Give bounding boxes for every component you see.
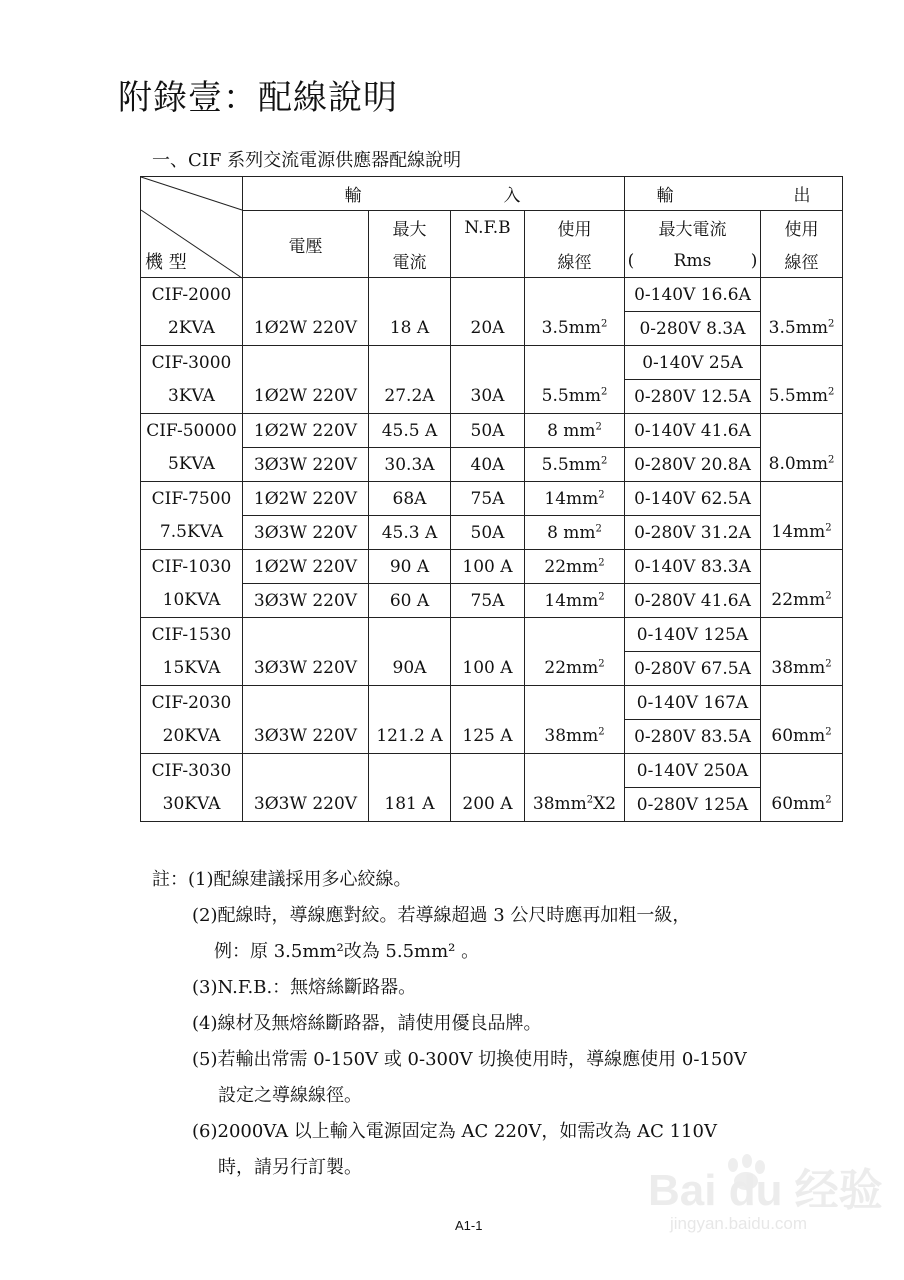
- input-wire-size-sup: 2: [600, 318, 608, 330]
- output-wire-size-empty: [761, 686, 843, 720]
- output-wire-size: $60mm^2$: [761, 720, 843, 754]
- output-wire-size-empty: [761, 346, 843, 380]
- input-wire-size: $38mm^2$: [525, 720, 625, 754]
- table-row: [141, 312, 843, 346]
- col-out-current-header-1: 最大電流: [625, 211, 761, 245]
- input-voltage: 3Ø3W 220V: [243, 584, 369, 618]
- input-nfb: 50A: [451, 516, 525, 550]
- input-header-char-1: 輸: [344, 186, 364, 206]
- model-name: CIF-3000: [141, 346, 243, 380]
- input-wire-size-sup: 2: [586, 794, 594, 806]
- note-2-example: 例：原 3.5mm²改為 5.5mm² 。: [214, 941, 480, 962]
- col-wire-out-header-1: 使用: [761, 211, 843, 245]
- input-voltage-empty: [243, 754, 369, 788]
- model-name: CIF-2000: [141, 278, 243, 312]
- output-wire-size-empty: [761, 278, 843, 312]
- table-row: [141, 482, 843, 516]
- table-row: [141, 652, 843, 686]
- output-max-current: 0-280V 83.5A: [625, 720, 761, 754]
- notes: [152, 862, 747, 1186]
- model-kva: 5KVA: [141, 448, 243, 482]
- input-nfb-empty: [451, 278, 525, 312]
- output-wire-size-sup: 2: [825, 794, 832, 806]
- input-voltage: 1Ø2W 220V: [243, 414, 369, 448]
- corner-cell: [141, 177, 243, 278]
- output-max-current: 0-140V 62.5A: [625, 482, 761, 516]
- input-nfb-empty: [451, 346, 525, 380]
- note-3: (3)N.F.B.：無熔絲斷路器。: [192, 977, 417, 998]
- model-kva: 3KVA: [141, 380, 243, 414]
- col-voltage-header: 電壓: [243, 211, 369, 278]
- output-wire-size-empty: [761, 482, 843, 516]
- input-max-current: 27.2A: [369, 380, 451, 414]
- output-wire-size-empty: [761, 618, 843, 652]
- input-max-current: 45.3 A: [369, 516, 451, 550]
- note-1: 註：(1)配線建議採用多心絞線。: [152, 869, 412, 890]
- output-max-current: 0-280V 8.3A: [625, 312, 761, 346]
- output-wire-size: $8.0mm^2$: [761, 448, 843, 482]
- input-wire-size-sup: 2: [598, 556, 605, 568]
- table-row: [141, 448, 843, 482]
- input-max-current-empty: [369, 686, 451, 720]
- model-kva: 2KVA: [141, 312, 243, 346]
- col-max-current-header-1: 最大: [369, 211, 451, 245]
- note-5: (5)若輸出常需 0-150V 或 0-300V 切換使用時，導線應使用 0-150V: [192, 1049, 747, 1070]
- input-wire-size-empty: [525, 754, 625, 788]
- input-nfb: 125 A: [451, 720, 525, 754]
- output-max-current: 0-280V 67.5A: [625, 652, 761, 686]
- input-wire-size: $3.5mm^2$: [525, 312, 625, 346]
- note-5-cont: 設定之導線線徑。: [218, 1085, 362, 1106]
- table-row: [141, 346, 843, 380]
- output-max-current: 0-280V 20.8A: [625, 448, 761, 482]
- input-nfb: 20A: [451, 312, 525, 346]
- rms-paren-open: (: [627, 250, 635, 271]
- input-header: [243, 177, 625, 211]
- output-max-current: 0-140V 83.3A: [625, 550, 761, 584]
- note-4: (4)線材及無熔絲斷路器，請使用優良品牌。: [192, 1013, 542, 1034]
- input-nfb: 75A: [451, 482, 525, 516]
- input-nfb: 50A: [451, 414, 525, 448]
- input-wire-size: $5.5mm^2$: [525, 448, 625, 482]
- input-wire-size-empty: [525, 686, 625, 720]
- table-row: [141, 618, 843, 652]
- input-wire-size: $5.5mm^2$: [525, 380, 625, 414]
- wiring-table: [140, 176, 843, 822]
- input-nfb: 40A: [451, 448, 525, 482]
- input-voltage-empty: [243, 686, 369, 720]
- output-wire-size: $38mm^2$: [761, 652, 843, 686]
- watermark-brand: Bai du 经验: [648, 1166, 883, 1215]
- table-row: [141, 550, 843, 584]
- col-out-current-header-2: [625, 244, 761, 278]
- output-wire-size-empty: [761, 414, 843, 448]
- output-max-current: 0-280V 125A: [625, 788, 761, 822]
- input-voltage: 3Ø3W 220V: [243, 652, 369, 686]
- input-wire-size-empty: [525, 618, 625, 652]
- input-nfb-empty: [451, 618, 525, 652]
- col-nfb-header-2: [451, 244, 525, 278]
- output-header-char-1: 輸: [656, 186, 674, 206]
- table-row: [141, 414, 843, 448]
- output-wire-size-sup: 2: [827, 454, 835, 466]
- output-wire-size-sup: 2: [827, 318, 835, 330]
- output-wire-size-empty: [761, 550, 843, 584]
- input-voltage-empty: [243, 278, 369, 312]
- input-max-current-empty: [369, 346, 451, 380]
- output-wire-size-empty: [761, 754, 843, 788]
- input-wire-size: 8 $mm^2$: [525, 516, 625, 550]
- table-row: [141, 380, 843, 414]
- col-wire-in-header-1: 使用: [525, 211, 625, 245]
- input-wire-size: $14mm^2$: [525, 584, 625, 618]
- input-nfb-empty: [451, 686, 525, 720]
- wiring-table-body: [141, 177, 843, 822]
- input-voltage: 3Ø3W 220V: [243, 448, 369, 482]
- rms-paren-close: ): [750, 250, 758, 271]
- rms-label: Rms: [673, 250, 712, 271]
- input-voltage: 3Ø3W 220V: [243, 720, 369, 754]
- input-voltage-empty: [243, 618, 369, 652]
- input-max-current: 121.2 A: [369, 720, 451, 754]
- table-row: [141, 788, 843, 822]
- model-label: 機 型: [145, 252, 187, 273]
- table-row: [141, 584, 843, 618]
- input-wire-size: $14mm^2$: [525, 482, 625, 516]
- output-wire-size-sup: 2: [825, 590, 832, 602]
- table-row: [141, 516, 843, 550]
- note-6-cont: 時，請另行訂製。: [218, 1157, 362, 1178]
- model-name: CIF-1530: [141, 618, 243, 652]
- model-kva: 10KVA: [141, 584, 243, 618]
- output-max-current: 0-280V 12.5A: [625, 380, 761, 414]
- output-max-current: 0-140V 167A: [625, 686, 761, 720]
- input-max-current: 181 A: [369, 788, 451, 822]
- input-wire-size: 8 $mm^2$: [525, 414, 625, 448]
- input-voltage: 1Ø2W 220V: [243, 312, 369, 346]
- input-max-current-empty: [369, 618, 451, 652]
- input-wire-size: $22mm^2$: [525, 550, 625, 584]
- baidu-watermark-logo: [648, 1145, 883, 1235]
- input-voltage-empty: [243, 346, 369, 380]
- output-max-current: 0-280V 31.2A: [625, 516, 761, 550]
- table-row: [141, 720, 843, 754]
- model-name: CIF-3030: [141, 754, 243, 788]
- output-wire-size: $60mm^2$: [761, 788, 843, 822]
- input-wire-size-sup: 2: [598, 590, 605, 602]
- input-max-current: 45.5 A: [369, 414, 451, 448]
- table-row: [141, 686, 843, 720]
- page-title: 附錄壹：配線說明: [118, 78, 398, 118]
- input-nfb-empty: [451, 754, 525, 788]
- input-wire-size-sup: 2: [600, 454, 608, 466]
- output-wire-size-sup: 2: [825, 726, 832, 738]
- model-name: CIF-2030: [141, 686, 243, 720]
- input-max-current-empty: [369, 754, 451, 788]
- input-wire-size-sup: 2: [595, 522, 602, 534]
- input-wire-size-empty: [525, 346, 625, 380]
- input-voltage: 1Ø2W 220V: [243, 550, 369, 584]
- output-wire-size: $3.5mm^2$: [761, 312, 843, 346]
- input-wire-size-sup: 2: [600, 386, 608, 398]
- note-2: (2)配線時，導線應對絞。若導線超過 3 公尺時應再加粗一級，: [192, 905, 691, 926]
- input-wire-size: $22mm^2$: [525, 652, 625, 686]
- input-nfb: 75A: [451, 584, 525, 618]
- input-max-current: 30.3A: [369, 448, 451, 482]
- input-nfb: 100 A: [451, 550, 525, 584]
- input-wire-size-sup: 2: [598, 658, 605, 670]
- note-6: (6)2000VA 以上輸入電源固定為 AC 220V，如需改為 AC 110V: [192, 1121, 717, 1142]
- table-row: [141, 754, 843, 788]
- output-max-current: 0-280V 41.6A: [625, 584, 761, 618]
- input-voltage: 3Ø3W 220V: [243, 788, 369, 822]
- input-wire-size-sup: 2: [595, 420, 602, 432]
- output-max-current: 0-140V 16.6A: [625, 278, 761, 312]
- col-wire-out-header-2: 線徑: [761, 244, 843, 278]
- input-max-current: 18 A: [369, 312, 451, 346]
- input-nfb: 100 A: [451, 652, 525, 686]
- output-wire-size: $14mm^2$: [761, 516, 843, 550]
- input-max-current: 90A: [369, 652, 451, 686]
- input-nfb: 30A: [451, 380, 525, 414]
- output-header: [625, 177, 843, 211]
- col-max-current-header-2: 電流: [369, 244, 451, 278]
- input-voltage: 1Ø2W 220V: [243, 380, 369, 414]
- input-wire-size-sup: 2: [598, 488, 605, 500]
- input-max-current: 68A: [369, 482, 451, 516]
- input-max-current-empty: [369, 278, 451, 312]
- model-name: CIF-7500: [141, 482, 243, 516]
- output-wire-size: $22mm^2$: [761, 584, 843, 618]
- input-voltage: 3Ø3W 220V: [243, 516, 369, 550]
- input-wire-size-empty: [525, 278, 625, 312]
- input-voltage: 1Ø2W 220V: [243, 482, 369, 516]
- page-number: A1-1: [455, 1218, 483, 1233]
- output-wire-size-sup: 2: [825, 658, 832, 670]
- output-header-char-2: 出: [793, 186, 811, 206]
- section-title: 一、CIF 系列交流電源供應器配線說明: [152, 150, 462, 171]
- col-nfb-header: N.F.B: [451, 211, 525, 245]
- model-kva: 30KVA: [141, 788, 243, 822]
- output-max-current: 0-140V 41.6A: [625, 414, 761, 448]
- model-kva: 20KVA: [141, 720, 243, 754]
- model-kva: 15KVA: [141, 652, 243, 686]
- output-max-current: 0-140V 250A: [625, 754, 761, 788]
- output-wire-size-sup: 2: [825, 522, 832, 534]
- watermark-url: jingyan.baidu.com: [670, 1214, 808, 1233]
- table-row: [141, 278, 843, 312]
- model-name: CIF-50000: [141, 414, 243, 448]
- input-max-current: 60 A: [369, 584, 451, 618]
- model-kva: 7.5KVA: [141, 516, 243, 550]
- input-nfb: 200 A: [451, 788, 525, 822]
- input-wire-size: $38mm^2X2$: [525, 788, 625, 822]
- input-wire-size-sup: 2: [598, 726, 605, 738]
- output-wire-size: $5.5mm^2$: [761, 380, 843, 414]
- input-max-current: 90 A: [369, 550, 451, 584]
- model-name: CIF-1030: [141, 550, 243, 584]
- output-wire-size-sup: 2: [827, 386, 835, 398]
- output-max-current: 0-140V 125A: [625, 618, 761, 652]
- output-max-current: 0-140V 25A: [625, 346, 761, 380]
- col-wire-in-header-2: 線徑: [525, 244, 625, 278]
- input-header-char-2: 入: [503, 186, 523, 206]
